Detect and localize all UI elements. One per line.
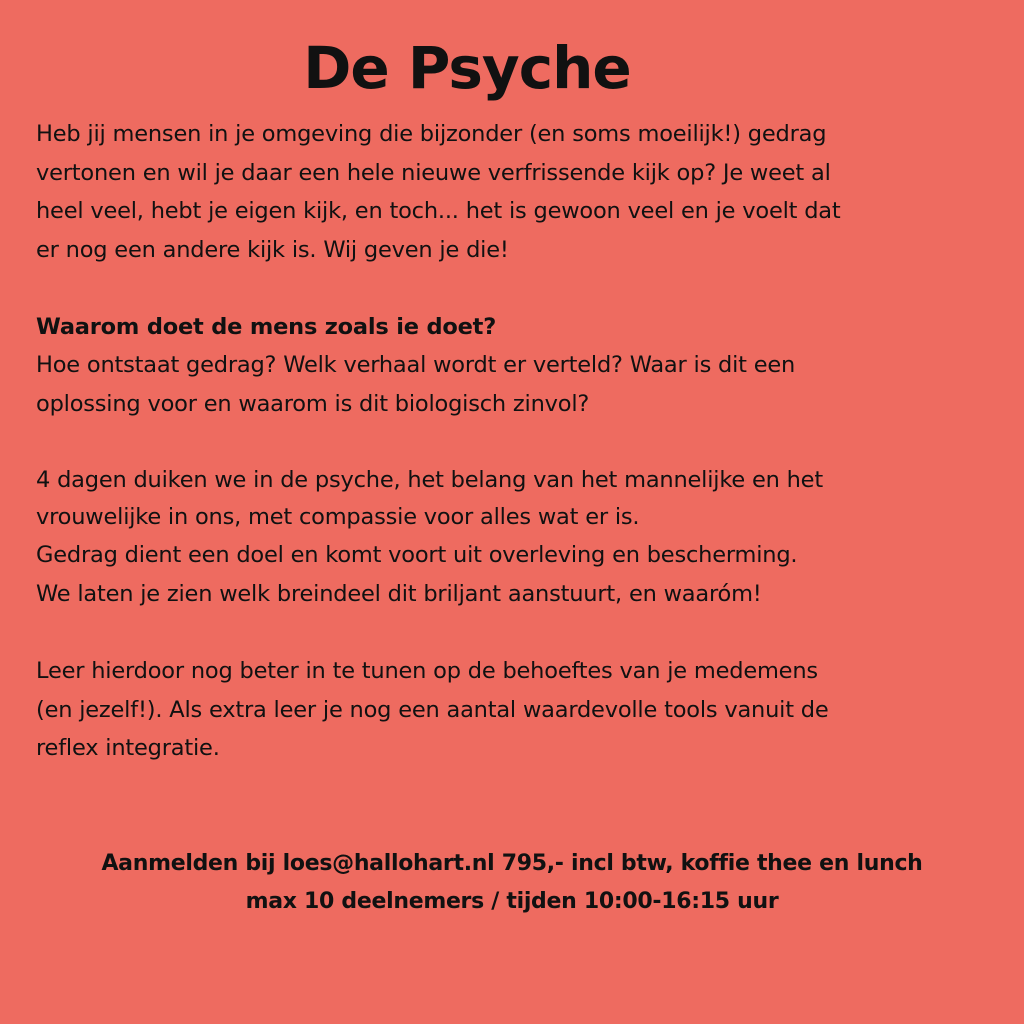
days-line: vrouwelijke in ons, met compassie voor alles wat er is. <box>36 504 640 530</box>
learn-line: (en jezelf!). Als extra leer je nog een aantal waardevolle tools vanuit de <box>36 696 829 723</box>
behavior-line: We laten je zien welk breindeel dit briljant aanstuurt, en waaróm! <box>36 580 762 607</box>
footer-info <box>0 845 1024 921</box>
question-line: Hoe ontstaat gedrag? Welk verhaal wordt er verteld? Waar is dit een <box>36 352 796 378</box>
behavior-paragraph <box>36 536 996 613</box>
learn-paragraph <box>36 652 996 768</box>
schedule-line: max 10 deelnemers / tijden 10:00-16:15 uur <box>245 889 779 914</box>
intro-paragraph <box>36 115 996 269</box>
question-paragraph <box>36 346 996 423</box>
paragraph-spacer <box>36 613 996 652</box>
intro-line: Heb jij mensen in je omgeving die bijzonder (en soms moeilijk!) gedrag <box>36 121 827 147</box>
registration-line: Aanmelden bij loes@hallohart.nl 795,- incl btw, koffie thee en lunch <box>101 851 923 876</box>
section-heading: Waarom doet de mens zoals ie doet? <box>36 314 497 340</box>
learn-line: reflex integratie. <box>36 735 220 761</box>
intro-line: heel veel, hebt je eigen kijk, en toch... het is gewoon veel en je voelt dat <box>36 198 841 224</box>
paragraph-spacer <box>36 423 996 462</box>
intro-line: vertonen en wil je daar een hele nieuwe verfrissende kijk op? Je weet al <box>36 159 831 186</box>
question-line: oplossing voor en waarom is dit biologisch zinvol? <box>36 390 590 417</box>
behavior-line: Gedrag dient een doel en komt voort uit overleving en bescherming. <box>36 542 798 568</box>
learn-line: Leer hierdoor nog beter in te tunen op de behoeftes van je medemens <box>36 658 818 684</box>
intro-line: er nog een andere kijk is. Wij geven je die! <box>36 236 509 263</box>
days-paragraph <box>36 462 996 536</box>
paragraph-spacer <box>36 269 996 308</box>
days-line: 4 dagen duiken we in de psyche, het belang van het mannelijke en het <box>36 467 823 493</box>
main-content <box>36 115 996 768</box>
page-title: De Psyche <box>303 34 631 102</box>
